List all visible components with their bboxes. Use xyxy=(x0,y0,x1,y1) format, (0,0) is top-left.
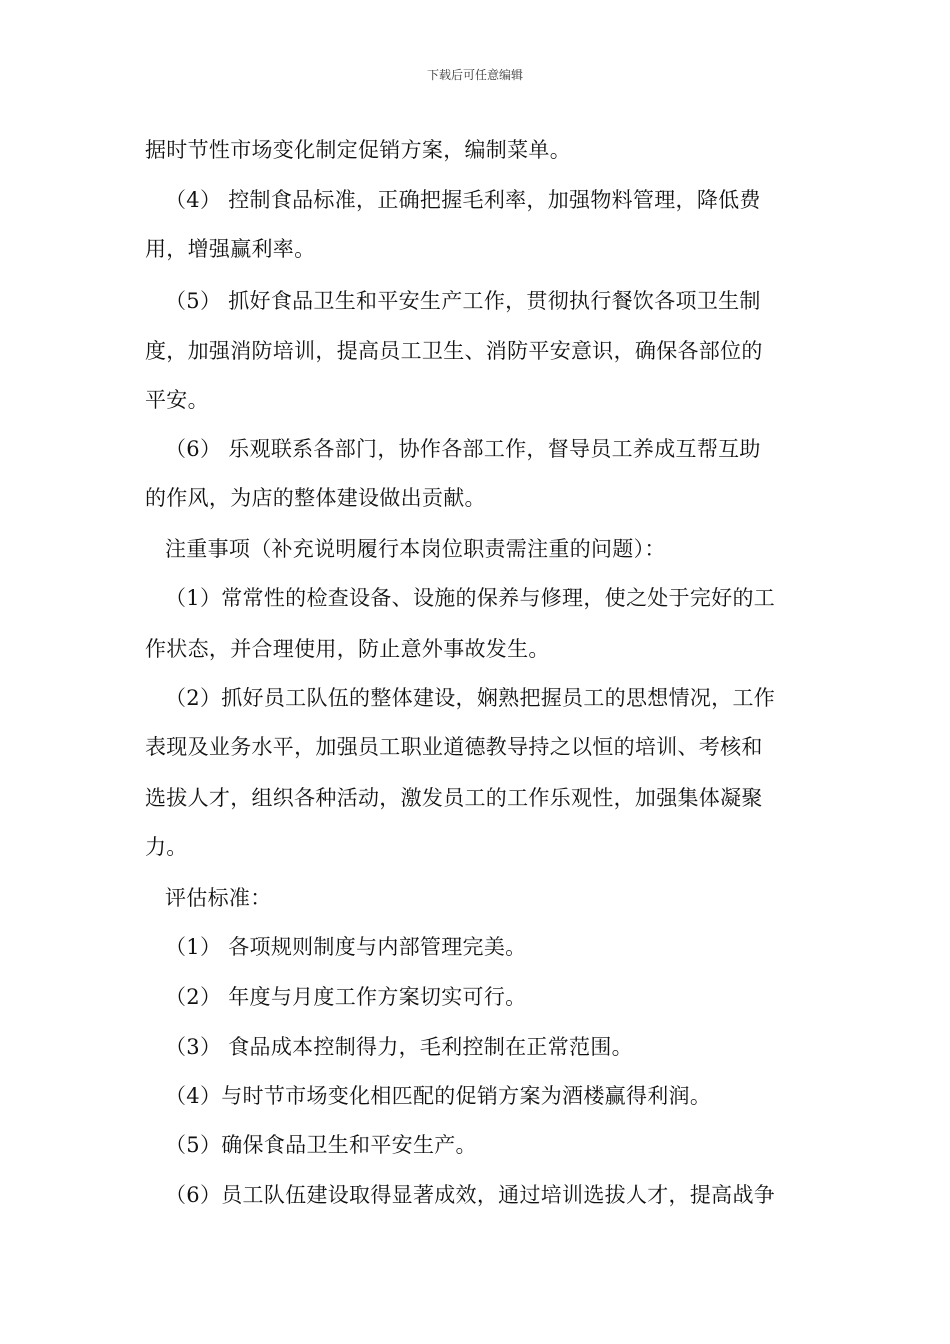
body-line: （6） 乐观联系各部门，协作各部工作，督导员工养成互帮互助 xyxy=(165,437,761,461)
list-item: （5）确保食品卫生和平安生产。 xyxy=(165,1133,477,1157)
body-line: 的作风，为店的整体建设做出贡献。 xyxy=(145,486,486,510)
body-line: 平安。 xyxy=(145,388,209,412)
body-line: 作状态，并合理使用，防止意外事故发生。 xyxy=(145,637,550,661)
body-line: 用，增强赢利率。 xyxy=(145,237,316,261)
body-line: （1）常常性的检查设备、设施的保养与修理，使之处于完好的工 xyxy=(165,586,776,610)
list-item: （4）与时节市场变化相匹配的促销方案为酒楼赢得利润。 xyxy=(165,1084,712,1108)
page-header: 下载后可任意编辑 xyxy=(426,68,523,82)
body-line: 度，加强消防培训，提高员工卫生、消防平安意识，确保各部位的 xyxy=(145,339,763,363)
body-line: （5） 抓好食品卫生和平安生产工作，贯彻执行餐饮各项卫生制 xyxy=(165,289,761,313)
body-line: （4） 控制食品标准，正确把握毛利率，加强物料管理，降低费 xyxy=(165,188,761,212)
body-line: 据时节性市场变化制定促销方案，编制菜单。 xyxy=(145,138,571,162)
body-line: （2）抓好员工队伍的整体建设，娴熟把握员工的思想情况，工作 xyxy=(165,686,776,710)
list-item: （1） 各项规则制度与内部管理完美。 xyxy=(165,935,527,959)
list-item: （2） 年度与月度工作方案切实可行。 xyxy=(165,985,527,1009)
body-line: 表现及业务水平，加强员工职业道德教导持之以恒的培训、考核和 xyxy=(145,735,763,759)
list-item: （3） 食品成本控制得力，毛利控制在正常范围。 xyxy=(165,1035,633,1059)
body-line: 力。 xyxy=(145,835,188,859)
list-item: （6）员工队伍建设取得显著成效，通过培训选拔人才，提高战争 xyxy=(165,1183,776,1207)
section-heading: 注重事项（补充说明履行本岗位职责需注重的问题）： xyxy=(165,537,666,561)
section-heading: 评估标准： xyxy=(165,886,272,910)
body-line: 选拔人才，组织各种活动，激发员工的工作乐观性，加强集体凝聚 xyxy=(145,786,763,810)
